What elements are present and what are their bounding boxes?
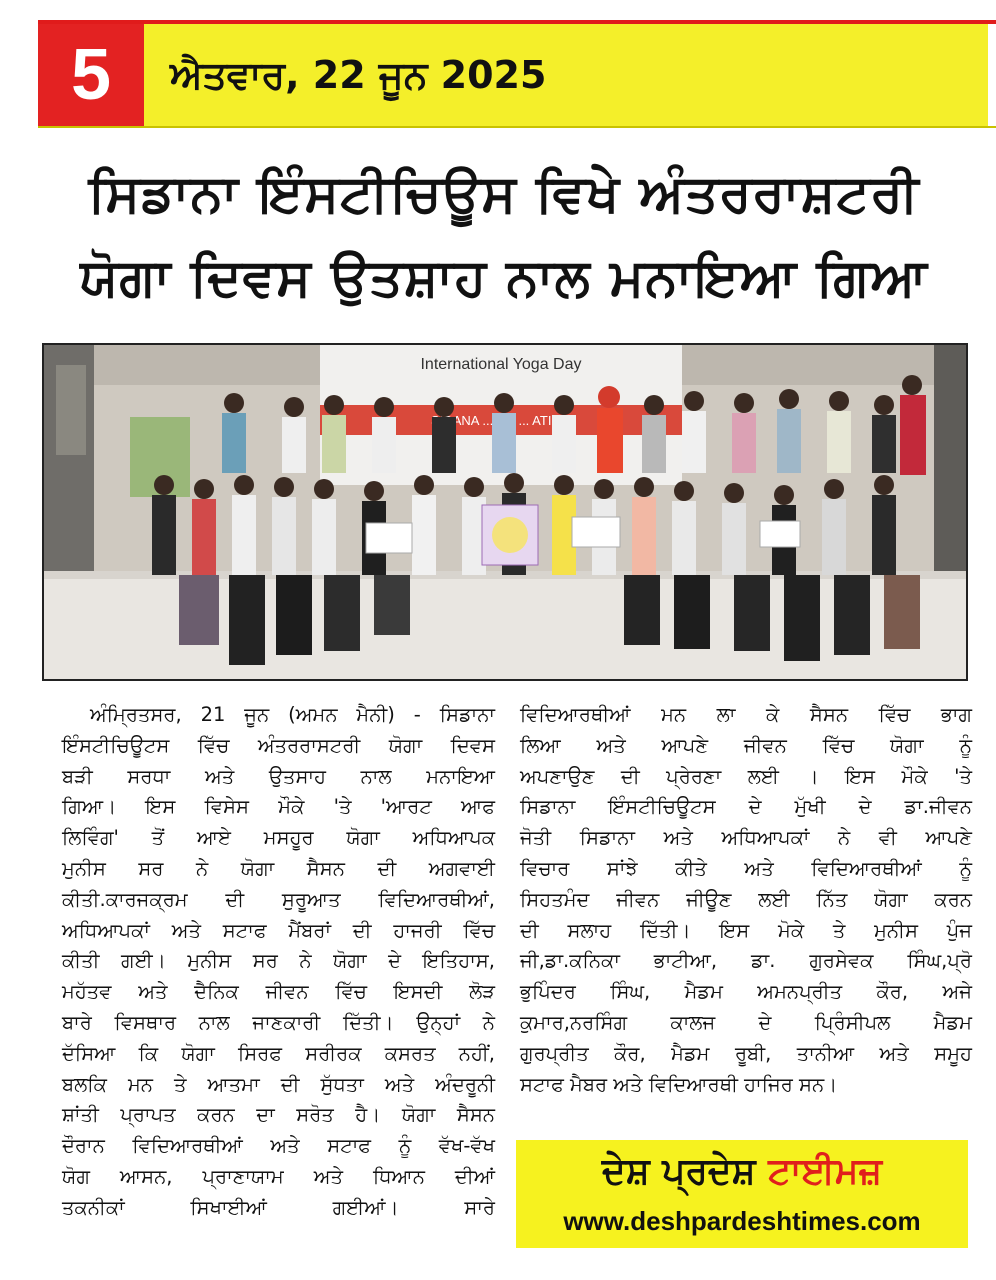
article-column-right bbox=[520, 700, 972, 1100]
article-line: ਗਿਆ। ਇਸ ਵਿਸੇਸ ਮੌਕੇ 'ਤੇ 'ਆਰਟ ਆਫ bbox=[62, 795, 495, 819]
article-line: ਮਹੱਤਵ ਅਤੇ ਦੈਨਿਕ ਜੀਵਨ ਵਿੱਚ ਇਸਦੀ ਲੋੜ bbox=[62, 980, 495, 1004]
article-line: ਕੁਮਾਰ,ਨਰਸਿੰਗ ਕਾਲਜ ਦੇ ਪ੍ਰਿੰਸੀਪਲ ਮੈਡਮ bbox=[520, 1010, 972, 1034]
article-line: ਮੁਨੀਸ ਸਰ ਨੇ ਯੋਗਾ ਸੈਸਨ ਦੀ ਅਗਵਾਈ bbox=[62, 856, 495, 880]
group-photo-image bbox=[44, 345, 966, 679]
article-line: ਦੌਰਾਨ ਵਿਦਿਆਰਥੀਆਂ ਅਤੇ ਸਟਾਫ ਨੂੰ ਵੱਖ-ਵੱਖ bbox=[62, 1134, 495, 1158]
article-line: ਭੁਪਿੰਦਰ ਸਿੰਘ, ਮੈਡਮ ਅਮਨਪ੍ਰੀਤ ਕੌਰ, ਅਜੇ bbox=[520, 980, 972, 1004]
article-line: ਅੰਮ੍ਰਿਤਸਰ, 21 ਜੂਨ (ਅਮਨ ਮੈਨੀ) - ਸਿਡਾਨਾ bbox=[90, 703, 495, 726]
article-line: ਬਲਕਿ ਮਨ ਤੇ ਆਤਮਾ ਦੀ ਸੁੱਧਤਾ ਅਤੇ ਅੰਦਰੂਨੀ bbox=[62, 1072, 495, 1096]
newspaper-logo bbox=[516, 1140, 968, 1248]
article-line: ਜੋਤੀ ਸਿਡਾਨਾ ਅਤੇ ਅਧਿਆਪਕਾਂ ਨੇ ਵੀ ਆਪਣੇ bbox=[520, 826, 972, 850]
article-line: ਲਿਵਿੰਗ' ਤੋਂ ਆਏ ਮਸਹੂਰ ਯੋਗਾ ਅਧਿਆਪਕ bbox=[62, 826, 495, 850]
logo-word-times: ਟਾਈਮਜ਼ bbox=[768, 1151, 883, 1192]
group-photo bbox=[42, 343, 968, 681]
issue-date: ਐਤਵਾਰ, 22 ਜੂਨ 2025 bbox=[170, 53, 547, 97]
banner-subtitle: ... ... ATION bbox=[482, 413, 571, 428]
article-line: ਦੀ ਸਲਾਹ ਦਿੱਤੀ। ਇਸ ਮੋਕੇ ਤੇ ਮੁਨੀਸ ਪੁੰਜ bbox=[520, 918, 972, 942]
article-line: ਜੀ,ਡਾ.ਕਨਿਕਾ ਭਾਟੀਆ, ਡਾ. ਗੁਰਸੇਵਕ ਸਿੰਘ,ਪ੍ਰੋ bbox=[520, 949, 972, 973]
header-edge bbox=[988, 24, 996, 126]
article-line: ਅਪਣਾਉਣ ਦੀ ਪ੍ਰੇਰਣਾ ਲਈ । ਇਸ ਮੌਕੇ 'ਤੇ bbox=[520, 764, 972, 788]
article-line: ਤਕਨੀਕਾਂ ਸਿਖਾਈਆਂ ਗਈਆਂ। ਸਾਰੇ bbox=[62, 1195, 495, 1219]
article-line: ਲਿਆ ਅਤੇ ਆਪਣੇ ਜੀਵਨ ਵਿੱਚ ਯੋਗਾ ਨੂੰ bbox=[520, 733, 972, 757]
article-line: ਕੀਤੀ.ਕਾਰਜਕ੍ਰਮ ਦੀ ਸੁਰੂਆਤ ਵਿਦਿਆਰਥੀਆਂ, bbox=[62, 887, 495, 911]
headline-line-2: ਯੋਗਾ ਦਿਵਸ ਉਤਸ਼ਾਹ ਨਾਲ ਮਨਾਇਆ ਗਿਆ bbox=[80, 248, 928, 308]
article-line: ਕੀਤੀ ਗਈ। ਮੁਨੀਸ ਸਰ ਨੇ ਯੋਗਾ ਦੇ ਇਤਿਹਾਸ, bbox=[62, 949, 495, 973]
logo-url[interactable]: www.deshpardeshtimes.com bbox=[563, 1206, 921, 1236]
logo-title bbox=[516, 1148, 968, 1196]
headline-line-1: ਸਿਡਾਨਾ ਇੰਸਟੀਚਿਊਸ ਵਿਖੇ ਅੰਤਰਰਾਸ਼ਟਰੀ bbox=[88, 164, 920, 224]
logo-word-desh-pardesh: ਦੇਸ਼ ਪ੍ਰਦੇਸ਼ bbox=[601, 1151, 756, 1192]
banner-title: International Yoga Day bbox=[420, 356, 582, 373]
article-line: ਸਿਡਾਨਾ ਇੰਸਟੀਚਿਊਟਸ ਦੇ ਮੁੱਖੀ ਦੇ ਡਾ.ਜੀਵਨ bbox=[520, 795, 972, 819]
article-line: ਇੰਸਟੀਚਿਊਟਸ ਵਿੱਚ ਅੰਤਰਰਾਸਟਰੀ ਯੋਗਾ ਦਿਵਸ bbox=[62, 733, 495, 757]
article-line: ਸਿਹਤਮੰਦ ਜੀਵਨ ਜੀਊਣ ਲਈ ਨਿੱਤ ਯੋਗਾ ਕਰਨ bbox=[520, 887, 972, 911]
article-line: ਯੋਗ ਆਸਨ, ਪ੍ਰਾਣਾਯਾਮ ਅਤੇ ਧਿਆਨ ਦੀਆਂ bbox=[62, 1164, 495, 1188]
article-headline bbox=[38, 152, 970, 320]
article-line: ਬੜੀ ਸਰਧਾ ਅਤੇ ਉਤਸਾਹ ਨਾਲ ਮਨਾਇਆ bbox=[62, 764, 495, 788]
article-line: ਗੁਰਪ੍ਰੀਤ ਕੌਰ, ਮੈਡਮ ਰੂਬੀ, ਤਾਨੀਆ ਅਤੇ ਸਮੂਹ bbox=[520, 1041, 972, 1065]
page-header bbox=[38, 20, 996, 128]
page-number: 5 bbox=[38, 24, 144, 126]
article-line: ਬਾਰੇ ਵਿਸਥਾਰ ਨਾਲ ਜਾਣਕਾਰੀ ਦਿੱਤੀ। ਉਨ੍ਹਾਂ ਨੇ bbox=[62, 1010, 495, 1034]
article-line: ਸਟਾਫ ਮੈਬਰ ਅਤੇ ਵਿਦਿਆਰਥੀ ਹਾਜਿਰ ਸਨ। bbox=[520, 1072, 838, 1096]
article-line: ਅਧਿਆਪਕਾਂ ਅਤੇ ਸਟਾਫ ਮੈਂਬਰਾਂ ਦੀ ਹਾਜਰੀ ਵਿੱਚ bbox=[62, 918, 495, 942]
article-line: ਸ਼ਾਂਤੀ ਪ੍ਰਾਪਤ ਕਰਨ ਦਾ ਸਰੋਤ ਹੈ। ਯੋਗਾ ਸੈਸਨ bbox=[62, 1103, 495, 1127]
article-line: ਦੱਸਿਆ ਕਿ ਯੋਗਾ ਸਿਰਫ ਸਰੀਰਕ ਕਸਰਤ ਨਹੀਂ, bbox=[62, 1041, 495, 1065]
article-line: ਵਿਚਾਰ ਸਾਂਝੇ ਕੀਤੇ ਅਤੇ ਵਿਦਿਆਰਥੀਆਂ ਨੂੰ bbox=[520, 856, 972, 880]
article-column-left bbox=[62, 700, 495, 1224]
article-line: ਵਿਦਿਆਰਥੀਆਂ ਮਨ ਲਾ ਕੇ ਸੈਸਨ ਵਿੱਚ ਭਾਗ bbox=[520, 703, 972, 726]
